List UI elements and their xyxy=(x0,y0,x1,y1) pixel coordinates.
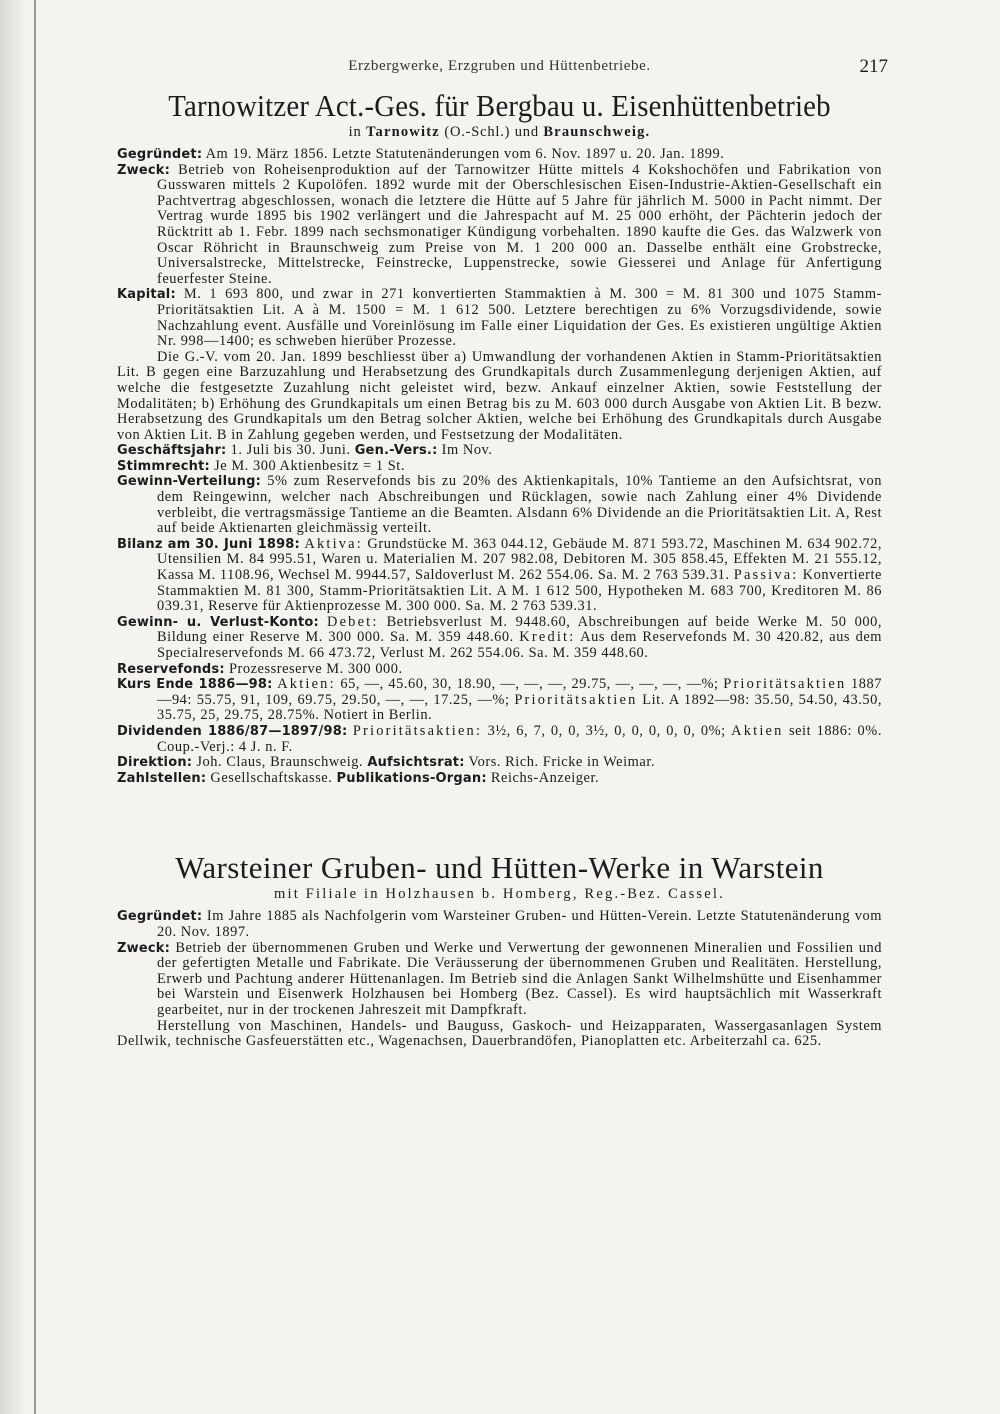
text-kurs-prio-2: Lit. A 1892—98: 35.50, 54.50, 43.50, 35.75, 25, 29.75, 28.75%. Notiert in Berlin. xyxy=(157,691,883,724)
text-zweck: Betrieb von Roheisenproduktion auf der Tarnowitzer Hütte mittels 4 Kokshochöfen und Fabrikation von Gusswaren mittels 2 Kupolöfen. 1892 wurde mit der Oberschlesischen Eisen-Industrie-Aktien-Gesellschaft ein Pachtvertrag abgeschlossen, wonach die letztere die Hütte auf 5 Jahre für jährlich M. 5000 in Pacht nimmt. Der Vertrag wurde 1895 bis 1902 verlängert und die Jahrespacht auf M. 25 000 erhöht, der Pächterin jedoch der Rücktritt ab 1. Febr. 1899 nach sechsmonatiger Kündigung vorbehalten. 1890 kaufte die Ges. das Walzwerk von Oscar Röhricht in Braunschweig zum Preise von M. 1 200 000 an. Dasselbe enthält eine Grobstrecke, Universalstrecke, Mittelstrecke, Feinstrecke, Luppenstrecke, sowie Giesserei und Anlage für Anfertigung feuerfester Steine. xyxy=(157,161,882,287)
field-kurs xyxy=(117,677,882,724)
label-gegruendet: Gegründet: xyxy=(117,147,203,162)
company-location xyxy=(117,124,882,141)
label-stimmrecht: Stimmrecht: xyxy=(117,458,210,474)
label-dividenden: Dividenden 1886/87—1897/98: xyxy=(117,723,348,739)
label-aufsichtsrat: Aufsichtsrat: xyxy=(367,755,465,771)
label-gewinnverteilung: Gewinn-Verteilung: xyxy=(117,474,262,490)
label-kapital: Kapital: xyxy=(117,287,176,303)
field-herstellung: Herstellung von Maschinen, Handels- und Bauguss, Gaskoch- und Heizapparaten, Wassergasanlagen System Dellwik, technische Gasfeuerstätten etc., Wagenachsen, Dauerbrandöfen, Pianoplatten etc. Arbeiterzahl ca. 625. xyxy=(117,1017,882,1050)
location-city-1: Tarnowitz xyxy=(365,124,440,140)
label-bilanz: Bilanz am 30. Juni 1898: xyxy=(117,536,300,552)
word-debet: Debet: xyxy=(327,613,379,630)
text-gegruendet: Am 19. März 1856. Letzte Statutenänderungen vom 6. Nov. 1897 u. 20. Jan. 1899. xyxy=(205,146,725,162)
company-title: Tarnowitzer Act.-Ges. für Bergbau u. Eisenhüttenbetrieb xyxy=(168,88,831,123)
binding-edge-line xyxy=(34,0,36,1414)
page-binding-shadow xyxy=(0,0,26,1414)
label-publikationsorgan: Publikations-Organ: xyxy=(336,770,487,786)
label-genvers: Gen.-Vers.: xyxy=(354,443,438,459)
field-gegruendet xyxy=(117,147,882,163)
text-direktion: Joh. Claus, Braunschweig. xyxy=(196,754,364,771)
text-reservefonds: Prozessreserve M. 300 000. xyxy=(228,660,403,677)
company-entry-warstein xyxy=(117,850,882,1049)
text-kurs-aktien: 65, —, 45.60, 30, 18.90, —, —, —, 29.75, —, —, —, —%; xyxy=(340,676,719,693)
field-dividenden xyxy=(117,724,882,755)
word-passiva: Passiva: xyxy=(733,567,799,584)
field-zweck xyxy=(117,163,882,288)
text-gewinnverteilung: 5% zum Reservefonds bis zu 20% des Aktienkapitals, 10% Tantieme an den Aufsichtsrat, von dem Reingewinn, welcher nach Abschreibungen und Rücklagen, sowie nach Zahlung einer 4% Dividende verbleibt, die vertragsmässige Tantieme an die Beamten. Alsdann 6% Dividende an die Prioritätsaktien Lit. A, Rest auf beide Aktienarten gleichmässig verteilt. xyxy=(157,473,882,537)
field-zahlstellen xyxy=(117,771,882,787)
text-kapital: M. 1 693 800, und zwar in 271 konvertierten Stammaktien à M. 300 = M. 81 300 und 1075 Stamm-Prioritätsaktien Lit. A à M. 1500 = M. 1 612 500. Letztere berechtigen zu 6% Vorzugsdividende, sowie Nachzahlung event. Ausfälle und Voreinlösung im Falle einer Liquidation der Ges. Es existieren ungültige Aktien Nr. 998—1400; es schweben hierüber Prozesse. xyxy=(157,286,882,350)
location-in: in xyxy=(348,124,362,140)
company-title: Warsteiner Gruben- und Hütten-Werke in Warstein xyxy=(175,850,824,886)
field-gv-beschluss: Die G.-V. vom 20. Jan. 1899 beschliesst über a) Umwandlung der vorhandenen Aktien in Stamm-Prioritätsaktien Lit. B gegen eine Barzuzahlung und Herabsetzung des Grundkapitals durch Zusammenlegung derjenigen Aktien, auf welche die festgesetzte Zuzahlung nicht geleistet wird, bezw. Ankauf einzelner Aktien, sowie Feststellung der Modalitäten; b) Erhöhung des Grundkapitals um einen Betrag bis zu M. 603 000 durch Ausgabe von Aktien Lit. B bezw. Herabsetzung des Grundkapitals um den Betrag solcher Aktien, welche bei Erhöhung des Grundkapitals durch Ausgabe von Aktien Lit. B in Zahlung gegeben werden, und Festsetzung der Modalitäten. xyxy=(117,348,882,443)
text-zweck: Betrieb der übernommenen Gruben und Werke und Verwertung der gewonnenen Mineralien und Fossilien und der gefertigten Metalle und Fabrikate. Die Veräusserung der übernommenen Gruben und Realitäten. Herstellung, Erwerb und Pachtung anderer Hüttenanlagen. Im Betrieb sind die Anlagen Sankt Wilhelmshütte und Eisenhammer bei Warstein und Eisenwerk Holzhausen bei Homberg (Bez. Cassel). Es wird hauptsächlich mit Wasserkraft gearbeitet, nur in der trockenen Jahreszeit mit Dampfkraft. xyxy=(157,939,882,1018)
page-number: 217 xyxy=(859,56,888,77)
text-zahlstellen: Gesellschaftskasse. xyxy=(210,769,333,786)
field-direktion xyxy=(117,755,882,771)
word-kurs-prio: Prioritätsaktien xyxy=(723,676,847,693)
word-kurs-prio-2: Prioritätsaktien xyxy=(514,691,638,708)
field-gegruendet xyxy=(117,909,882,940)
word-kredit: Kredit: xyxy=(519,629,576,646)
location-region: (O.-Schl.) und xyxy=(444,124,539,140)
entry-separator-space xyxy=(117,786,882,850)
text-div-aktien: seit 1886: 0%. Coup.-Verj.: 4 J. n. F. xyxy=(157,722,882,755)
field-gewinnverteilung xyxy=(117,474,882,536)
word-aktiva: Aktiva: xyxy=(304,535,363,552)
text-stimmrecht: Je M. 300 Aktienbesitz = 1 St. xyxy=(214,457,405,474)
text-aktiva: Grundstücke M. 363 044.12, Gebäude M. 871 593.72, Maschinen M. 634 902.72, Utensilien M. 84 995.51, Waren u. Materialien M. 207 982.08, Debitoren M. 305 858.45, Effekten M. 21 555.12, Kassa M. 1108.96, Wechsel M. 9944.57, Saldoverlust M. 262 554.06. Sa. M. 2 763 539.31. xyxy=(157,535,883,584)
word-div-prio: Prioritätsaktien: xyxy=(352,722,483,739)
label-kurs: Kurs Ende 1886—98: xyxy=(117,677,273,693)
label-geschaeftsjahr: Geschäftsjahr: xyxy=(117,443,227,459)
text-passiva: Konvertierte Stammaktien M. 81 300, Stamm-Prioritätsaktien Lit. A M. 1 612 500, Hypotheken M. 683 700, Kreditoren M. 86 039.31, Reserve für Aktienprozesse M. 300 000. Sa. M. 2 763 539.31. xyxy=(157,567,882,615)
field-kapital xyxy=(117,287,882,349)
word-kurs-aktien: Aktien: xyxy=(277,676,336,693)
text-publikationsorgan: Reichs-Anzeiger. xyxy=(490,769,600,786)
text-kurs-prio: 1887—94: 55.75, 91, 109, 69.75, 29.50, —, —, 17.25, —%; xyxy=(157,676,882,708)
label-zweck: Zweck: xyxy=(117,162,171,178)
label-zahlstellen: Zahlstellen: xyxy=(117,770,207,786)
text-debet: Betriebsverlust M. 9448.60, Abschreibungen auf beide Werke M. 50 000, Bildung einer Reserve M. 300 000. Sa. M. 359 448.60. xyxy=(157,613,882,646)
label-gegruendet: Gegründet: xyxy=(117,909,203,925)
location-city-2: Braunschweig. xyxy=(543,124,651,140)
field-stimmrecht xyxy=(117,459,882,475)
field-gewinn-verlust-konto xyxy=(117,615,882,662)
text-geschaeftsjahr: 1. Juli bis 30. Juni. xyxy=(230,442,351,459)
running-head xyxy=(117,52,888,82)
text-kredit: Aus dem Reservefonds M. 30 420.82, aus dem Specialreservefonds M. 66 473.72, Verlust M. 262 554.06. Sa. M. 359 448.60. xyxy=(157,629,882,661)
field-geschaeftsjahr xyxy=(117,443,882,459)
running-head-title: Erzbergwerke, Erzgruben und Hüttenbetriebe. xyxy=(348,58,651,74)
company-body xyxy=(117,909,882,1049)
text-aufsichtsrat: Vors. Rich. Fricke in Weimar. xyxy=(468,754,656,771)
text-genvers: Im Nov. xyxy=(441,442,493,459)
field-reservefonds xyxy=(117,662,882,678)
company-entry-tarnowitz xyxy=(117,88,882,786)
field-zweck xyxy=(117,941,882,1019)
label-direktion: Direktion: xyxy=(117,755,193,771)
field-bilanz xyxy=(117,537,882,615)
document-page xyxy=(117,52,888,1050)
company-body xyxy=(117,147,882,786)
company-location: mit Filiale in Holzhausen b. Homberg, Reg.-Bez. Cassel. xyxy=(274,886,725,903)
text-gegruendet: Im Jahre 1885 als Nachfolgerin vom Warsteiner Gruben- und Hütten-Verein. Letzte Statutenänderung vom 20. Nov. 1897. xyxy=(157,908,882,940)
label-zweck: Zweck: xyxy=(117,940,171,956)
text-div-prio: 3½, 6, 7, 0, 0, 3½, 0, 0, 0, 0, 0, 0%; xyxy=(487,722,726,739)
label-guv: Gewinn- u. Verlust-Konto: xyxy=(117,614,319,630)
word-div-aktien: Aktien xyxy=(731,722,784,739)
label-reservefonds: Reservefonds: xyxy=(117,661,225,677)
